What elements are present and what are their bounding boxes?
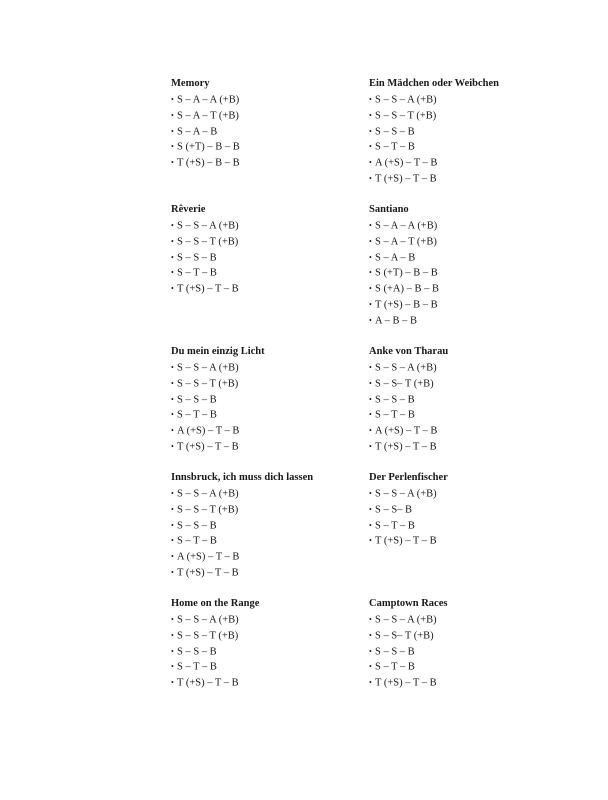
voicing-item: • S – S – A (+B): [171, 612, 371, 628]
voicing-item: • T (+S) – T – B: [369, 675, 569, 691]
voicing-item: • S – S – T (+B): [171, 628, 371, 644]
bullet-icon: •: [171, 536, 174, 546]
bullet-icon: •: [171, 158, 174, 168]
voicing-list: [171, 612, 371, 691]
bullet-icon: •: [369, 630, 372, 640]
song-title: Du mein einzig Licht: [171, 346, 265, 357]
voicing-item: • S – S – T (+B): [171, 376, 371, 392]
voicing-item: • A (+S) – T – B: [369, 155, 569, 171]
voicing-item: • A (+S) – T – B: [171, 549, 371, 565]
voicing-item: • S (+A) – B – B: [369, 281, 569, 297]
bullet-icon: •: [171, 363, 174, 372]
song-title: Der Perlenfischer: [369, 472, 448, 483]
song-title: Ein Mädchen oder Weibchen: [369, 78, 500, 89]
bullet-icon: •: [369, 536, 372, 546]
bullet-icon: •: [171, 110, 174, 120]
voicing-item: • S – T – B: [171, 265, 371, 281]
song-home-on-the-range: [171, 596, 371, 691]
voicing-item: • S – S – B: [171, 644, 371, 660]
bullet-icon: •: [369, 615, 372, 624]
bullet-icon: •: [171, 236, 174, 246]
voicing-item: • S – S – B: [171, 250, 371, 266]
voicing-item: • S – S – B: [171, 392, 371, 408]
song-ein-maedchen-oder-weibchen: [369, 76, 569, 187]
song-title: Memory: [171, 78, 210, 89]
bullet-icon: •: [171, 378, 174, 388]
voicing-list: [369, 486, 569, 549]
bullet-icon: •: [171, 520, 174, 530]
voicing-item: • S – S – A (+B): [369, 360, 569, 376]
song-der-perlenfischer: [369, 470, 569, 549]
voicing-item: • S – S– T (+B): [369, 628, 569, 644]
bullet-icon: •: [369, 378, 372, 388]
voicing-item: • S – T – B: [369, 139, 569, 155]
voicing-item: • T (+S) – T – B: [369, 439, 569, 455]
voicing-item: • A – B – B: [369, 313, 569, 329]
voicing-list: [369, 92, 569, 187]
voicing-list: [171, 218, 371, 297]
song-reverie: [171, 202, 371, 297]
bullet-icon: •: [171, 504, 174, 514]
voicing-item: • A (+S) – T – B: [369, 423, 569, 439]
voicing-item: • S (+T) – B – B: [171, 139, 371, 155]
voicing-item: • S – S – T (+B): [171, 502, 371, 518]
bullet-icon: •: [171, 646, 174, 656]
song-santiano: [369, 202, 569, 329]
bullet-icon: •: [369, 158, 372, 168]
song-memory: [171, 76, 371, 171]
bullet-icon: •: [171, 142, 174, 152]
bullet-icon: •: [171, 284, 174, 294]
voicing-item: • T (+S) – T – B: [369, 533, 569, 549]
voicing-item: • T (+S) – T – B: [171, 675, 371, 691]
bullet-icon: •: [369, 504, 372, 514]
bullet-icon: •: [369, 410, 372, 420]
voicing-item: • S – A – A (+B): [369, 218, 569, 234]
voicing-item: • S – S – A (+B): [171, 218, 371, 234]
voicing-list: [171, 92, 371, 171]
voicing-item: • S – A – A (+B): [171, 92, 371, 108]
bullet-icon: •: [369, 662, 372, 672]
voicing-item: • S – T – B: [369, 407, 569, 423]
song-camptown-races: [369, 596, 569, 691]
bullet-icon: •: [369, 284, 372, 294]
bullet-icon: •: [369, 252, 372, 262]
song-title: Anke von Tharau: [369, 346, 449, 357]
bullet-icon: •: [369, 363, 372, 372]
voicing-item: • S – T – B: [171, 407, 371, 423]
bullet-icon: •: [171, 394, 174, 404]
song-title: Rêverie: [171, 204, 206, 215]
song-title: Home on the Range: [171, 598, 260, 609]
bullet-icon: •: [369, 299, 372, 309]
voicing-item: • S – S – T (+B): [171, 234, 371, 250]
bullet-icon: •: [369, 646, 372, 656]
voicing-item: • S – T – B: [369, 518, 569, 534]
voicing-item: • S – A – B: [369, 250, 569, 266]
bullet-icon: •: [171, 552, 174, 562]
voicing-list: [171, 486, 371, 581]
bullet-icon: •: [369, 520, 372, 530]
voicing-item: • S – S – B: [171, 518, 371, 534]
voicing-list: [369, 360, 569, 455]
voicing-item: • S – T – B: [171, 659, 371, 675]
song-anke-von-tharau: [369, 344, 569, 455]
bullet-icon: •: [171, 662, 174, 672]
voicing-item: • S – S – A (+B): [171, 360, 371, 376]
bullet-icon: •: [369, 315, 372, 325]
song-title: Camptown Races: [369, 598, 448, 609]
voicing-item: • S – T – B: [171, 533, 371, 549]
voicing-item: • S – S – A (+B): [171, 486, 371, 502]
voicing-item: • T (+S) – B – B: [171, 155, 371, 171]
voicing-list: [369, 612, 569, 691]
voicing-item: • A (+S) – T – B: [171, 423, 371, 439]
bullet-icon: •: [369, 678, 372, 688]
bullet-icon: •: [369, 394, 372, 404]
bullet-icon: •: [171, 268, 174, 278]
bullet-icon: •: [171, 615, 174, 624]
bullet-icon: •: [171, 489, 174, 498]
bullet-icon: •: [171, 678, 174, 688]
bullet-icon: •: [171, 95, 174, 104]
bullet-icon: •: [369, 126, 372, 136]
bullet-icon: •: [171, 410, 174, 420]
bullet-icon: •: [171, 441, 174, 451]
bullet-icon: •: [171, 630, 174, 640]
song-title: Santiano: [369, 204, 409, 215]
bullet-icon: •: [369, 268, 372, 278]
song-innsbruck-ich-muss-dich-lassen: [171, 470, 371, 581]
bullet-icon: •: [369, 95, 372, 104]
bullet-icon: •: [171, 252, 174, 262]
voicing-item: • T (+S) – T – B: [369, 171, 569, 187]
bullet-icon: •: [369, 142, 372, 152]
song-title: Innsbruck, ich muss dich lassen: [171, 472, 314, 483]
voicing-item: • S – S– T (+B): [369, 376, 569, 392]
bullet-icon: •: [369, 110, 372, 120]
voicing-item: • S – S – B: [369, 644, 569, 660]
bullet-icon: •: [369, 221, 372, 230]
song-du-mein-einzig-licht: [171, 344, 371, 455]
voicing-item: • S – S – B: [369, 124, 569, 140]
voicing-item: • S – S– B: [369, 502, 569, 518]
bullet-icon: •: [171, 426, 174, 436]
voicing-list: [171, 360, 371, 455]
voicing-item: • S – S – A (+B): [369, 612, 569, 628]
voicing-item: • S – A – T (+B): [369, 234, 569, 250]
bullet-icon: •: [369, 173, 372, 183]
voicing-item: • S – S – A (+B): [369, 92, 569, 108]
bullet-icon: •: [369, 426, 372, 436]
bullet-icon: •: [171, 126, 174, 136]
voicing-item: • S – S – A (+B): [369, 486, 569, 502]
voicing-item: • S – S – T (+B): [369, 108, 569, 124]
voicing-list: [369, 218, 569, 329]
bullet-icon: •: [171, 567, 174, 577]
bullet-icon: •: [171, 221, 174, 230]
voicing-item: • S – T – B: [369, 659, 569, 675]
voicing-item: • S (+T) – B – B: [369, 265, 569, 281]
voicing-item: • T (+S) – T – B: [171, 439, 371, 455]
voicing-item: • S – A – T (+B): [171, 108, 371, 124]
bullet-icon: •: [369, 441, 372, 451]
bullet-icon: •: [369, 489, 372, 498]
voicing-item: • S – S – B: [369, 392, 569, 408]
voicing-item: • T (+S) – T – B: [171, 565, 371, 581]
voicing-item: • S – A – B: [171, 124, 371, 140]
voicing-item: • T (+S) – B – B: [369, 297, 569, 313]
voicing-item: • T (+S) – T – B: [171, 281, 371, 297]
bullet-icon: •: [369, 236, 372, 246]
